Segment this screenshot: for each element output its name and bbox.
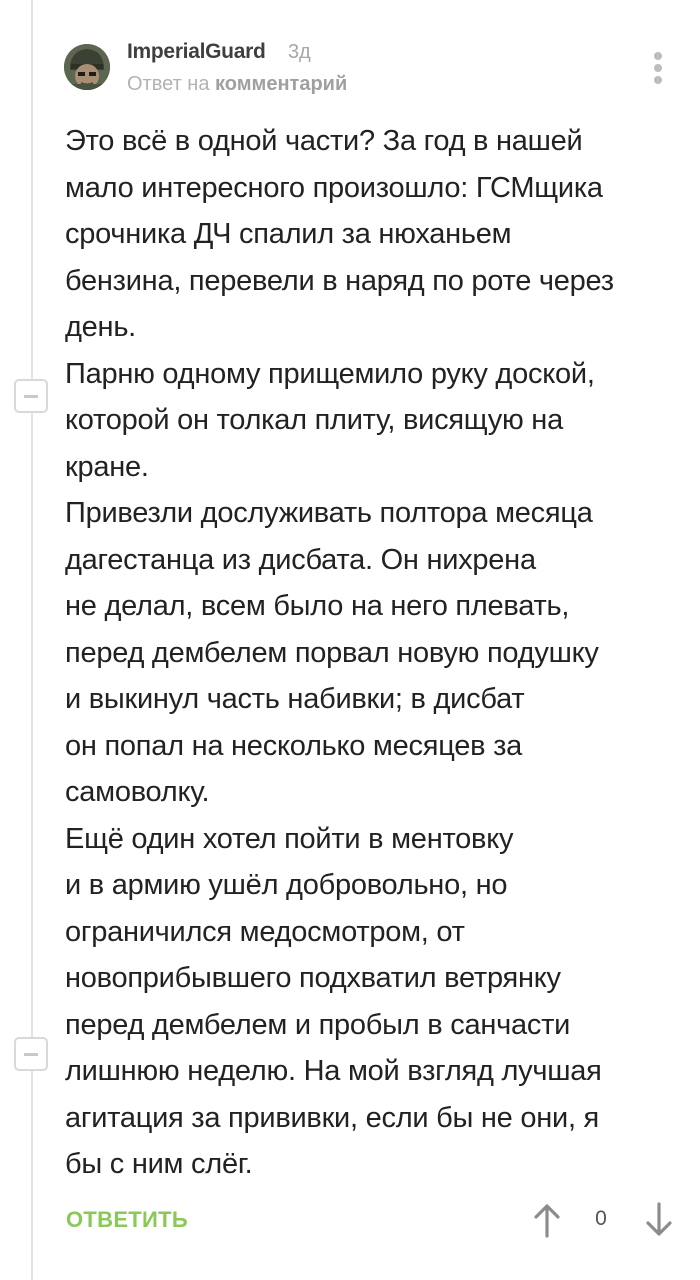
arrow-up-icon[interactable] bbox=[533, 1202, 561, 1238]
reply-button[interactable]: ОТВЕТИТЬ bbox=[66, 1207, 189, 1232]
comment-line: мало интересного произошло: ГСМщика bbox=[65, 171, 603, 204]
arrow-down-icon[interactable] bbox=[645, 1202, 673, 1238]
comment-header bbox=[127, 40, 311, 64]
avatar[interactable] bbox=[64, 44, 110, 90]
comment-line: день. bbox=[65, 311, 136, 343]
comment-line: Это всё в одной части? За год в нашей bbox=[65, 125, 583, 157]
comment-line: не делал, всем было на него плевать, bbox=[65, 590, 570, 622]
comment-line: он попал на несколько месяцев за bbox=[65, 729, 522, 762]
comment-line: срочника ДЧ спалил за нюханьем bbox=[65, 218, 512, 250]
thread-line bbox=[31, 0, 33, 1280]
comment-line: и выкинул часть набивки; в дисбат bbox=[65, 683, 525, 715]
comment-line: Привезли дослуживать полтора месяца bbox=[65, 497, 593, 529]
comment-line: агитация за прививки, если бы не они, я bbox=[65, 1101, 600, 1134]
collapse-thread-button[interactable] bbox=[14, 1037, 48, 1071]
comment-line: лишнюю неделю. На мой взгляд лучшая bbox=[65, 1055, 602, 1087]
more-vertical-icon[interactable] bbox=[652, 52, 664, 84]
reply-to-prefix: Ответ на bbox=[127, 73, 210, 95]
comment-line: дагестанца из дисбата. Он нихрена bbox=[65, 543, 536, 576]
comment-line: перед дембелем порвал новую подушку bbox=[65, 636, 599, 669]
reply-to bbox=[127, 73, 347, 96]
comment-line: Парню одному прищемило руку доской, bbox=[65, 357, 595, 390]
comment-line: которой он толкал плиту, висящую на bbox=[65, 404, 563, 436]
comment-body bbox=[65, 118, 685, 1188]
comment-line: и в армию ушёл добровольно, но bbox=[65, 869, 508, 901]
comment-line: бензина, перевели в наряд по роте через bbox=[65, 264, 614, 297]
comment-line: самоволку. bbox=[65, 776, 210, 808]
comment-line: новоприбывшего подхватил ветрянку bbox=[65, 962, 561, 994]
collapse-thread-button[interactable] bbox=[14, 379, 48, 413]
comment-line: кране. bbox=[65, 450, 149, 483]
comment-line: Ещё один хотел пойти в ментовку bbox=[65, 822, 514, 855]
rating-count: 0 bbox=[595, 1207, 607, 1230]
comment-line: ограничился медосмотром, от bbox=[65, 915, 465, 948]
comment-time: 3д bbox=[287, 41, 311, 63]
comment-line: бы с ним слёг. bbox=[65, 1148, 253, 1180]
username-link[interactable]: ImperialGuard bbox=[127, 40, 266, 63]
comment-line: перед дембелем и пробыл в санчасти bbox=[65, 1008, 571, 1041]
user-avatar-image bbox=[64, 44, 110, 90]
reply-to-link[interactable]: комментарий bbox=[215, 73, 348, 95]
